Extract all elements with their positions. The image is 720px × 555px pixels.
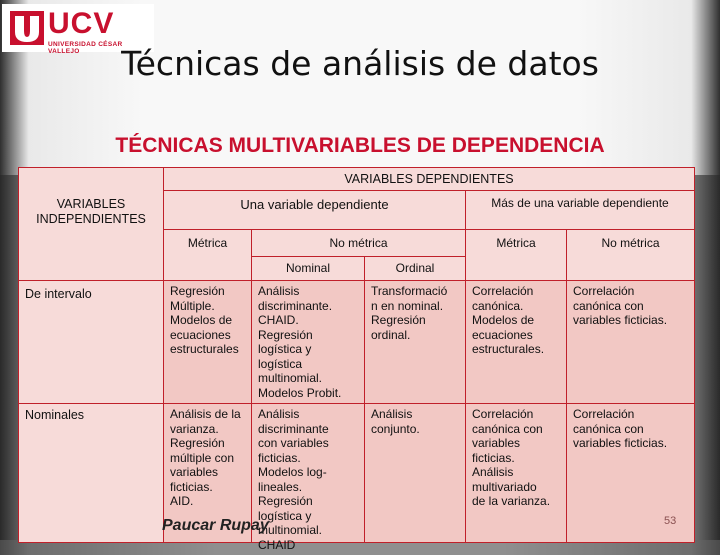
table-cell [566, 280, 695, 404]
dependientes-header: VARIABLES DEPENDIENTES [344, 172, 514, 186]
metrica-1-cell [163, 229, 252, 281]
table-cell [364, 403, 466, 543]
no-metrica-1-header: No métrica [329, 236, 388, 250]
table-cell [465, 403, 567, 543]
cell-text: Transformació n en nominal. Regresión ordinal. [371, 284, 448, 342]
ordinal-cell [364, 256, 466, 281]
dependientes-header-cell [163, 167, 695, 191]
una-variable-header: Una variable dependiente [240, 197, 389, 212]
metrica-1-header: Métrica [187, 236, 228, 250]
row-label-intervalo: De intervalo [25, 287, 92, 301]
table-cell [364, 280, 466, 404]
cell-text: Correlación canónica con variables ficticias. Análisis multivariado de la varianza. [472, 407, 551, 508]
cell-text: Análisis de la varianza. Regresión múltiple con variables ficticias. AID. [170, 407, 241, 508]
cell-text: Correlación canónica con variables ficticias. [573, 407, 668, 450]
row-label-nominales: Nominales [25, 408, 85, 422]
page-number: 53 [664, 515, 677, 527]
cell-text: Correlación canónica. Modelos de ecuaciones estructurales. [472, 284, 545, 356]
table-cell [465, 280, 567, 404]
no-metrica-1-cell [251, 229, 466, 257]
no-metrica-2-cell [566, 229, 695, 281]
nominal-header: Nominal [285, 261, 330, 275]
no-metrica-2-header: No métrica [601, 236, 660, 250]
cell-text: Regresión Múltiple. Modelos de ecuaciones estructurales [170, 284, 239, 356]
mas-de-una-cell [465, 190, 695, 230]
independientes-header: VARIABLES INDEPENDIENTES [36, 197, 146, 226]
cell-text: Correlación canónica con variables ficticias. [573, 284, 668, 327]
logo-subtitle: UNIVERSIDAD CÉSAR VALLEJO [48, 41, 123, 55]
ordinal-header: Ordinal [395, 261, 435, 275]
cell-text: Análisis conjunto. [371, 407, 420, 436]
table-cell [163, 280, 252, 404]
slide-title: Técnicas de análisis de datos [121, 44, 599, 83]
metrica-2-cell [465, 229, 567, 281]
una-variable-cell [163, 190, 466, 230]
independientes-header-cell [18, 167, 164, 281]
row-label-cell [18, 403, 164, 543]
metrica-2-header: Métrica [496, 236, 536, 250]
row-label-cell [18, 280, 164, 404]
table-cell [251, 280, 365, 404]
nominal-cell [251, 256, 365, 281]
slide-subtitle: TÉCNICAS MULTIVARIABLES DE DEPENDENCIA [115, 134, 605, 157]
logo-wordmark: UCV [48, 7, 115, 40]
cell-text: Análisis discriminante. CHAID. Regresión logística y logística multinomial. Modelos Probit. [258, 284, 342, 400]
mas-de-una-header: Más de una variable dependiente [491, 196, 669, 210]
cell-text: Análisis discriminante con variables ficticias. Modelos log- lineales. Regresión logística y multinomial. CHAID [258, 407, 329, 552]
footer-author: Paucar Rupay [162, 517, 269, 534]
